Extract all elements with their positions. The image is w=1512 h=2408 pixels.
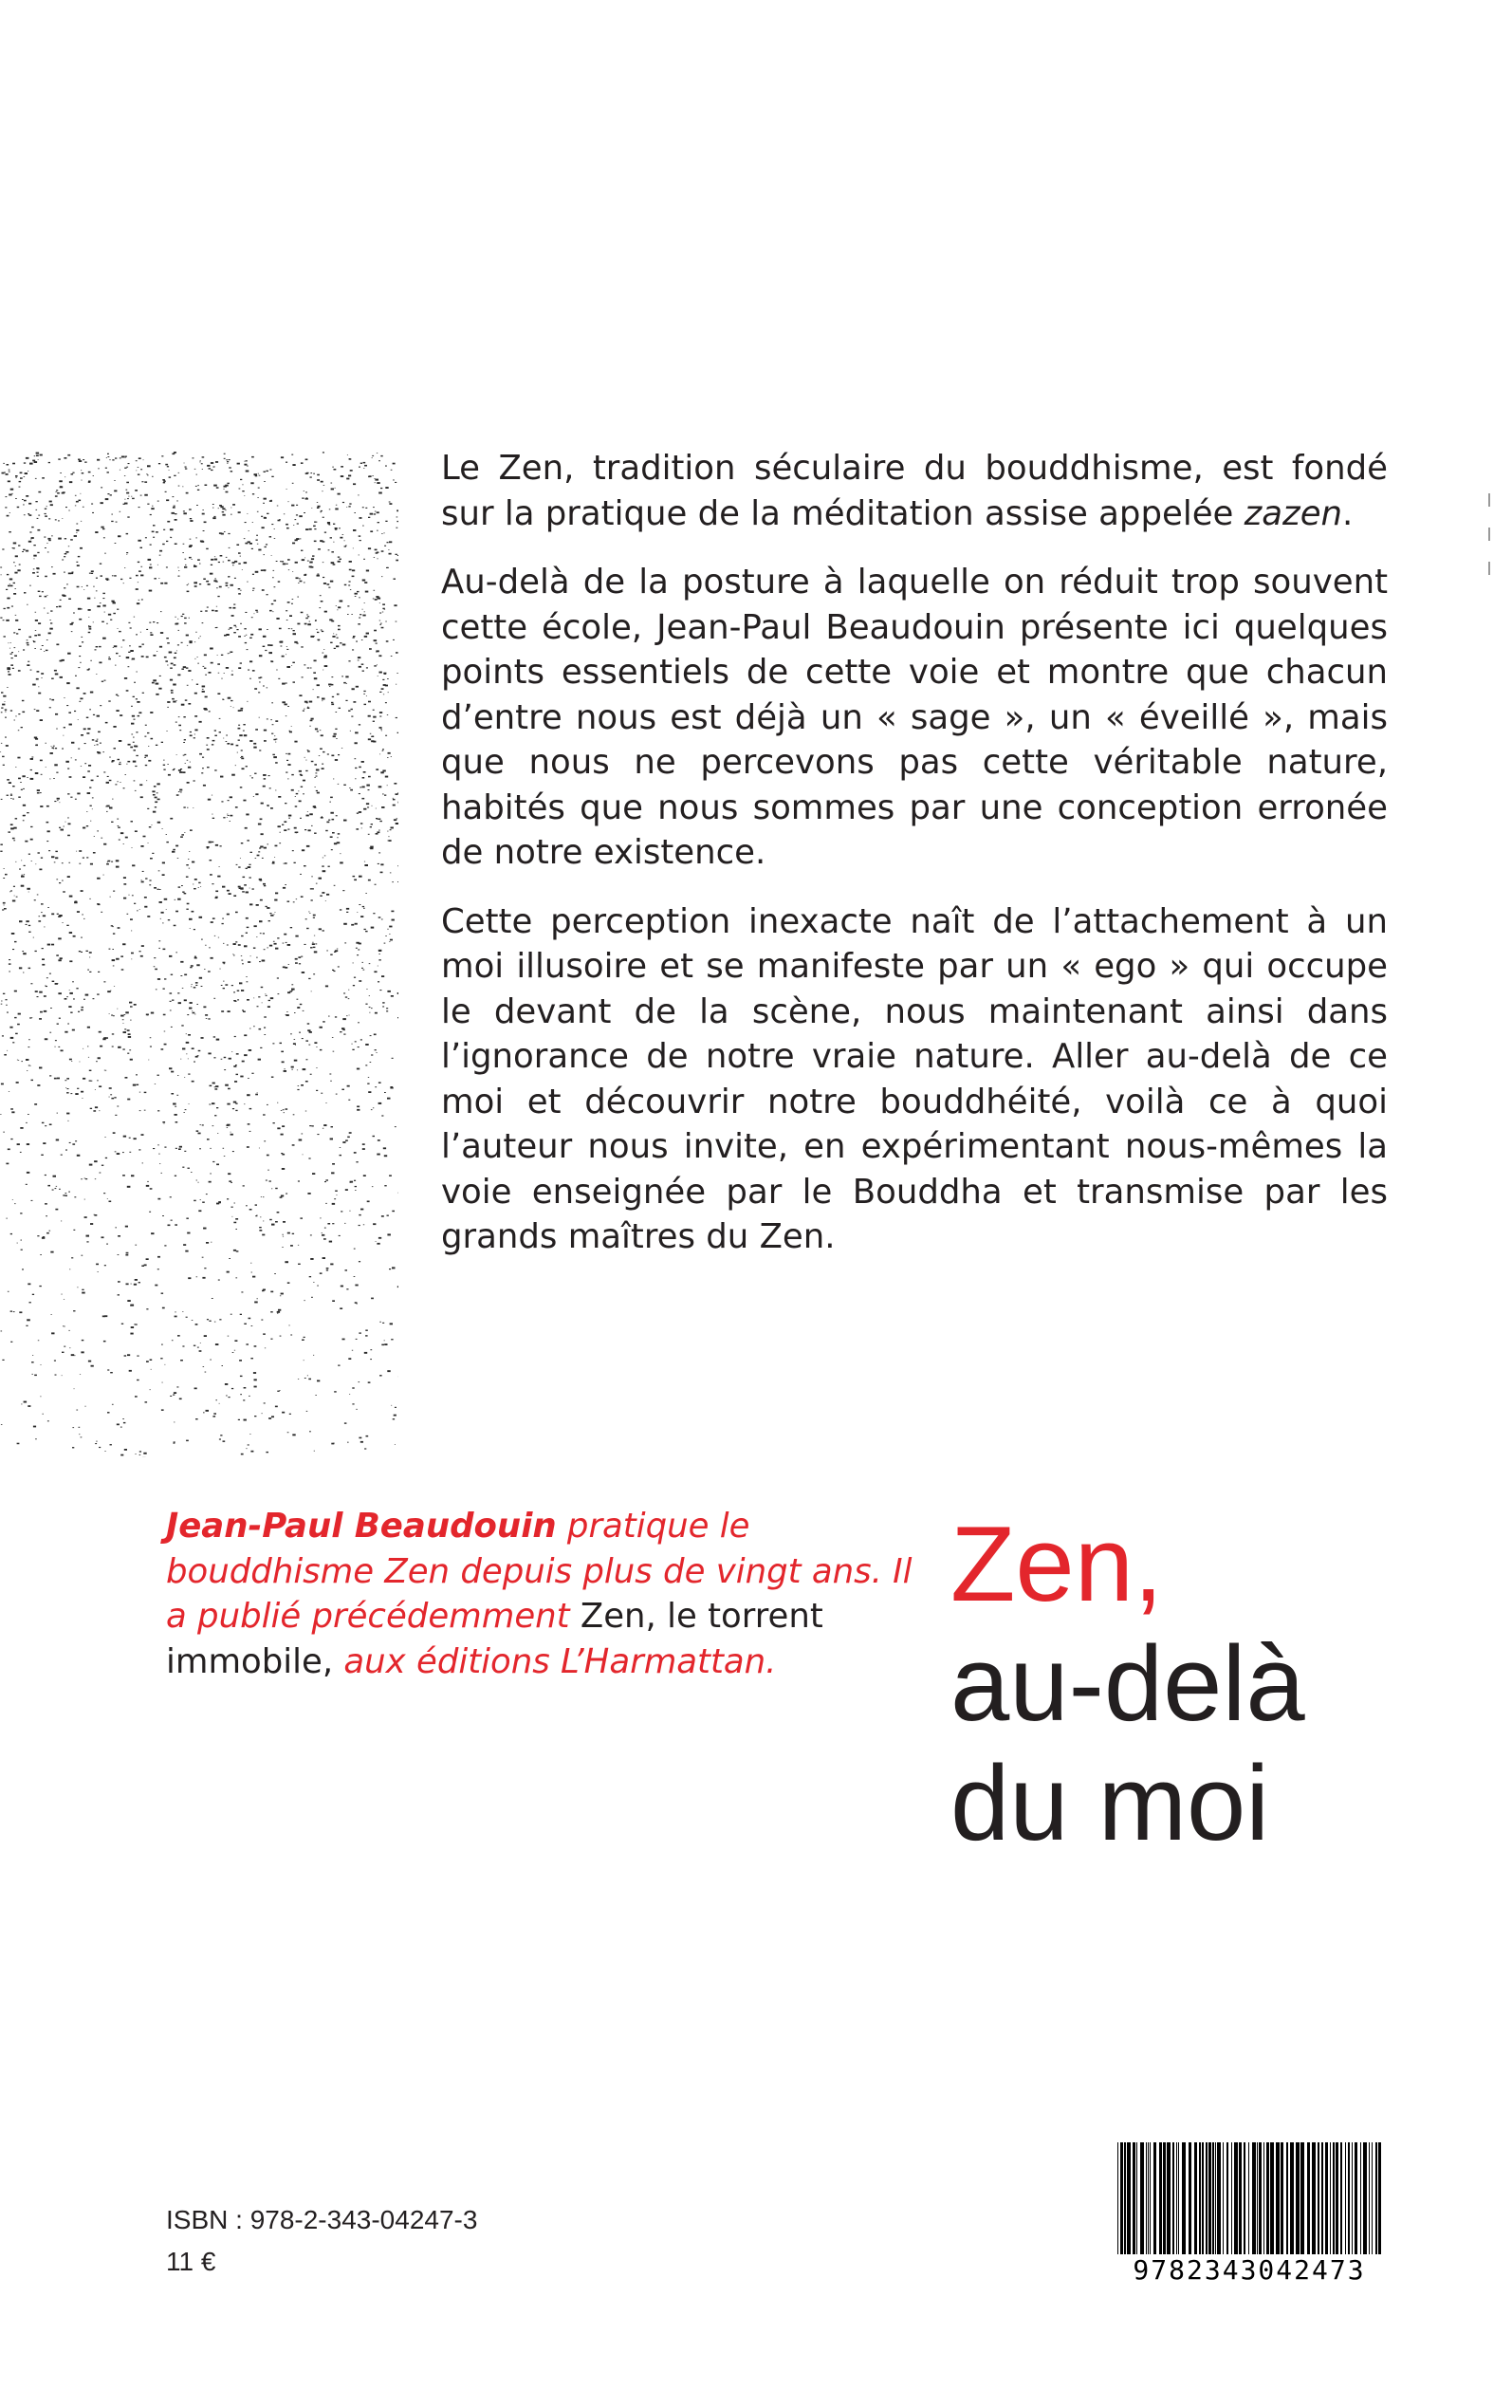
- title-line-2: au-delà: [950, 1624, 1305, 1743]
- blurb-paragraph-3: Cette perception inexacte naît de l’attachement à un moi illusoire et se manifeste par un « ego » qui occupe le devant de la scène, nous maintenant ainsi dans l’ignorance de notre vraie nature. Aller au-delà de ce moi et découvrir notre bouddhéité, voilà ce à quoi l’auteur nous invite, en expérimentant nous-mêmes la voie enseignée par le Bouddha et transmise par les grands maîtres du Zen.: [441, 901, 1388, 1256]
- barcode-digits: 9782343042473: [1133, 2254, 1366, 2286]
- price: 11 €: [166, 2247, 216, 2276]
- publication-info: [166, 2199, 477, 2283]
- back-cover-blurb: [441, 446, 1388, 1284]
- barcode: [1112, 2142, 1387, 2290]
- author-name: Jean-Paul Beaudouin: [166, 1507, 557, 1546]
- trim-marks: [1487, 493, 1491, 579]
- previous-book-title: Zen, le torrent immobile,: [166, 1597, 823, 1681]
- blurb-paragraph-1: Le Zen, tradition séculaire du bouddhisme, est fondé sur la pratique de la méditation assise appelée zazen.: [441, 449, 1388, 533]
- author-bio: Jean-Paul Beaudouin pratique le bouddhisme Zen depuis plus de vingt ans. Il a publié précédemment Zen, le torrent immobile, aux éditions L’Harmattan.: [166, 1507, 913, 1681]
- title-line-3: du moi: [950, 1744, 1270, 1862]
- zen-garden-stipple-image: [0, 452, 398, 1457]
- title-line-1: Zen,: [950, 1505, 1164, 1623]
- blurb-paragraph-2: Au-delà de la posture à laquelle on réduit trop souvent cette école, Jean-Paul Beaudouin présente ici quelques points essentiels de cette voie et montre que chacun d’entre nous est déjà un « sage », un « éveillé », mais que nous ne percevons pas cette véritable nature, habités que nous sommes par une conception erronée de notre existence.: [441, 563, 1388, 872]
- isbn: ISBN : 978-2-343-04247-3: [166, 2205, 478, 2234]
- zazen-term: zazen: [1244, 493, 1343, 533]
- barcode-bars: [1112, 2142, 1387, 2256]
